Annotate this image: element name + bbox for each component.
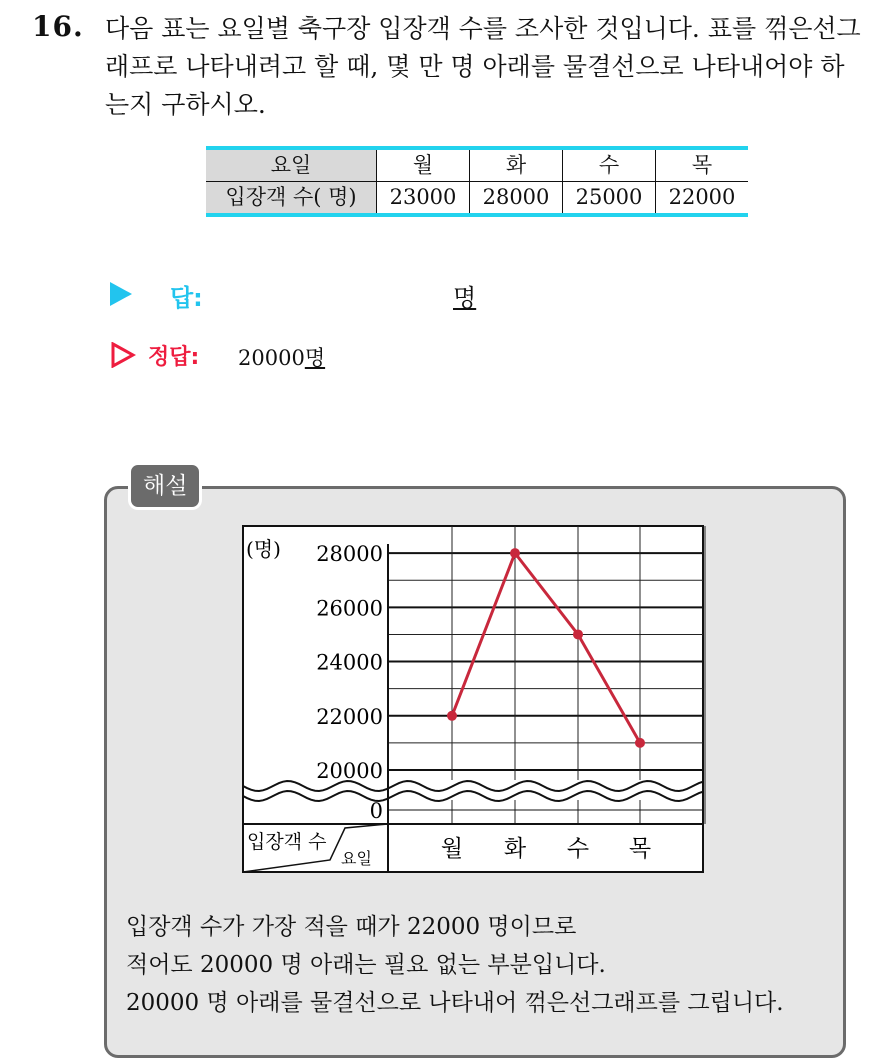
table-cell-value: 28000	[470, 182, 563, 216]
table-header-visitors: 입장객 수( 명)	[206, 182, 377, 216]
table-cell-value: 22000	[656, 182, 749, 216]
y-tick-label: 24000	[316, 650, 383, 675]
data-point	[573, 629, 583, 639]
explanation-text	[126, 908, 836, 1022]
chart-frame	[243, 526, 703, 872]
corner-label-xaxis: 요일	[341, 849, 372, 868]
unit-label: (명)	[246, 537, 281, 561]
y-tick-label: 0	[369, 799, 383, 823]
table-cell-day: 목	[656, 148, 749, 182]
table-cell-day: 수	[563, 148, 656, 182]
explanation-line: 입장객 수가 가장 적을 때가 22000 명이므로	[126, 914, 577, 940]
x-category-label: 화	[503, 836, 527, 862]
correct-unit: 명	[304, 346, 326, 370]
correct-value: 20000	[238, 346, 305, 370]
y-tick-label: 20000	[316, 759, 383, 783]
y-tick-label: 26000	[316, 596, 383, 621]
x-category-label: 월	[440, 836, 464, 862]
explanation-line: 20000 명 아래를 물결선으로 나타내어 꺾은선그래프를 그립니다.	[126, 990, 784, 1016]
table-cell-value: 25000	[563, 182, 656, 216]
correct-label: 정답:	[148, 345, 200, 370]
table-cell-day: 월	[377, 148, 470, 182]
data-point	[635, 738, 645, 748]
question-number: 16.	[32, 10, 84, 43]
explanation-line: 적어도 20000 명 아래는 필요 없는 부분입니다.	[126, 952, 606, 978]
data-point	[510, 548, 520, 558]
question-text: 다음 표는 요일별 축구장 입장객 수를 조사한 것입니다. 표를 꺾은선그래프로 나타내려고 할 때, 몇 만 명 아래를 물결선으로 나타내어야 하는지 구하시오.	[105, 14, 861, 119]
table-cell-day: 화	[470, 148, 563, 182]
y-tick-label: 28000	[316, 542, 383, 567]
x-category-label: 수	[566, 836, 590, 862]
table-header-day: 요일	[206, 148, 377, 182]
data-point	[447, 711, 457, 721]
y-tick-label: 22000	[316, 704, 383, 729]
answer-label: 답:	[170, 284, 203, 312]
corner-label-yaxis: 입장객 수	[247, 831, 327, 853]
table-cell-value: 23000	[377, 182, 470, 216]
x-category-label: 목	[628, 836, 652, 862]
answer-unit: 명	[453, 284, 477, 312]
explanation-tag: 해설	[128, 462, 202, 510]
